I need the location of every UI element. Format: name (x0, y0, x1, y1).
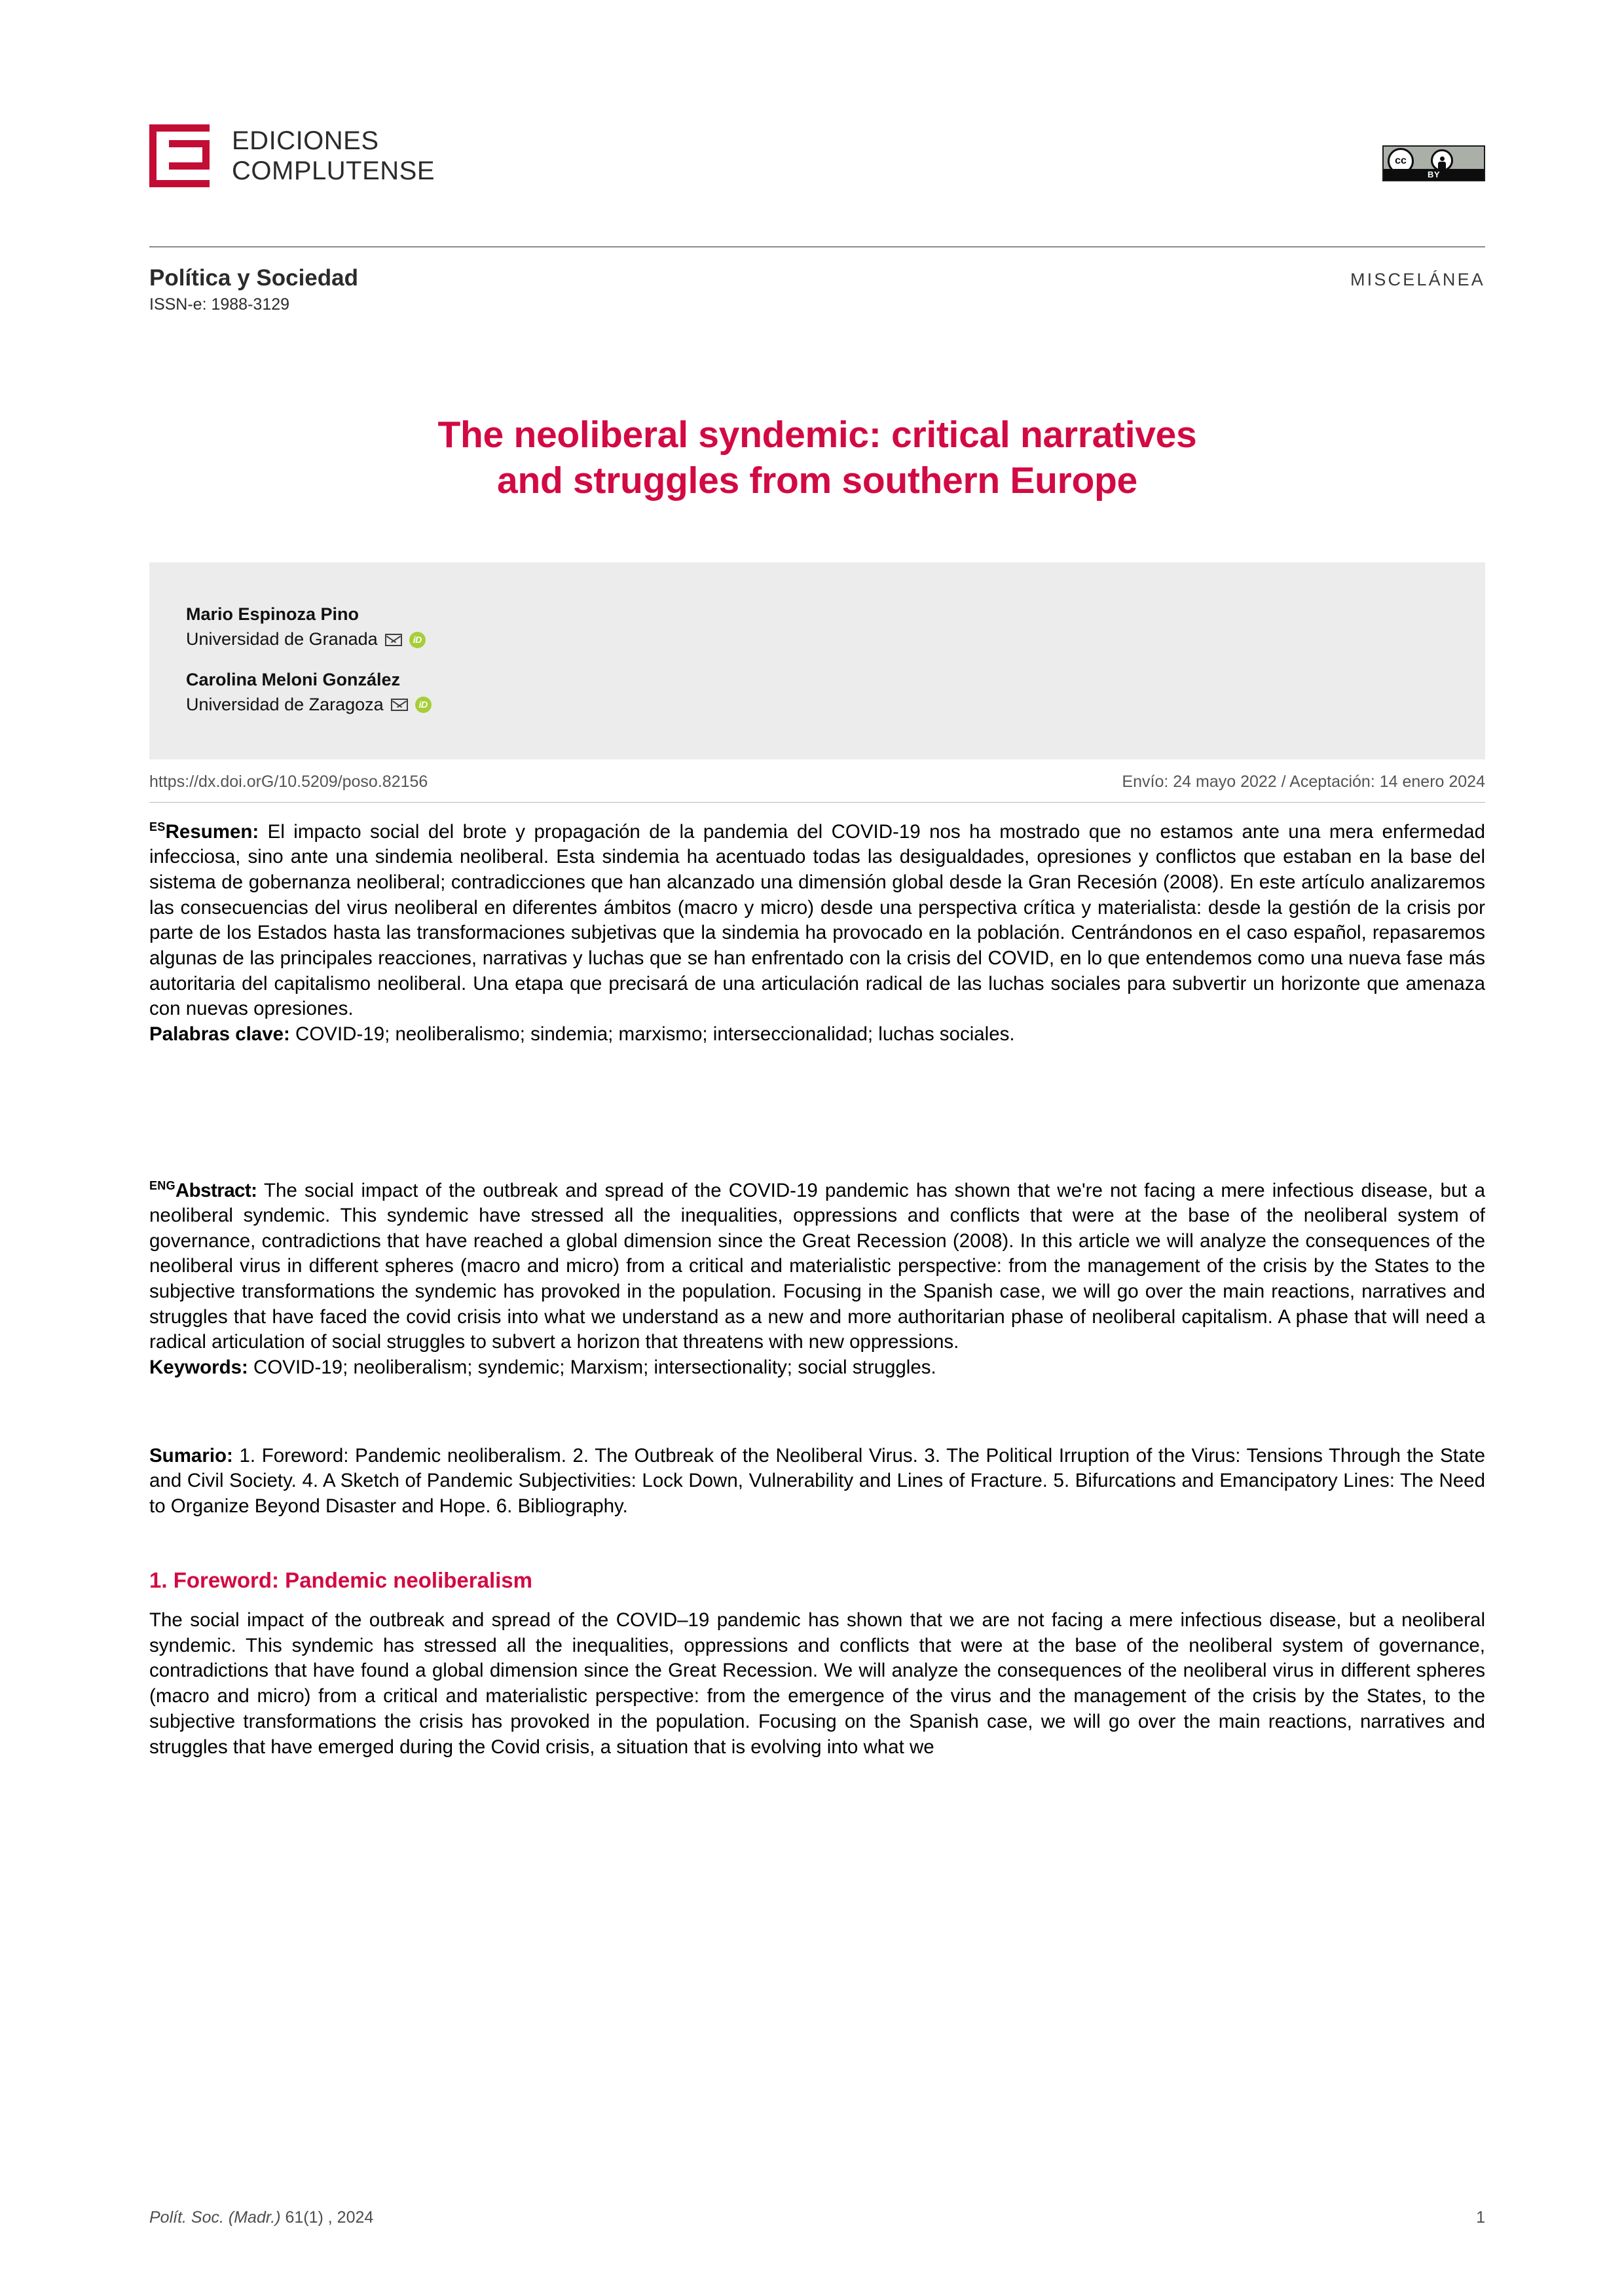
footer-citation-journal: Polít. Soc. (Madr.) (149, 2208, 281, 2227)
authors-panel (149, 562, 1485, 759)
doi-link[interactable]: https://dx.doi.orG/10.5209/poso.82156 (149, 772, 428, 791)
orcid-id-icon[interactable]: iD (409, 632, 426, 648)
ediciones-complutense-logo-icon (149, 124, 210, 187)
abstract-lang-tag-es: ES (149, 820, 166, 833)
footer-citation (149, 2208, 373, 2227)
author-affiliation: Universidad de Zaragoza (186, 694, 384, 714)
cc-by-label: BY (1384, 169, 1484, 180)
author-name: Mario Espinoza Pino (186, 604, 360, 625)
publisher-name (232, 126, 435, 187)
abstract-label-en: Abstract: (175, 1179, 257, 1201)
body-paragraph: The social impact of the outbreak and spread of the COVID–19 pandemic has shown that we are not facing a mere infectious disease, but a neoliberal syndemic. This syndemic has stressed all the inequalities, oppressions and conflicts that were at the base of the neoliberal system of governance, contradictions that have found a global dimension since the Great Recession. We will analyze the consequences of the neoliberal virus in different spheres (macro and micro) from a critical and materialistic perspective: from the emergence of the virus and the management of the crisis by the States, to the subjective transformations the crisis has provoked in the population. Focusing on the Spanish case, we will go over the main reactions, narratives and struggles that have emerged during the Covid crisis, a situation that is evolving into what we (149, 1609, 1485, 1758)
cc-icon: cc (1388, 148, 1414, 174)
doi-row (149, 759, 1485, 802)
keywords-label-es: Palabras clave: (149, 1023, 290, 1045)
article-title-line1: The neoliberal syndemic: critical narratives (437, 414, 1197, 456)
author-affiliation-row (186, 693, 1449, 716)
creative-commons-by-badge-icon[interactable] (1382, 145, 1485, 181)
section-heading-foreword: 1. Foreword: Pandemic neoliberalism (149, 1567, 532, 1592)
abstract-label-es: Resumen: (165, 820, 259, 843)
journal-section-label: MISCELÁNEA (1350, 270, 1485, 289)
abstract-text-en: The social impact of the outbreak and spread of the COVID-19 pandemic has shown that we're not facing a mere infectious disease, but a neoliberal syndemic. This syndemic have stressed all the inequalities, oppressions and conflicts that were at the base of the neoliberal system of governance, contradictions that have reached a global dimension since the Great Recession (2008). In this article we will analyze the consequences of the neoliberal virus in different spheres (macro and micro) from a critical and materialistic perspective: from the management of the crisis by the States to the subjective transformations the syndemic has provoked in the population. Focusing in the Spanish case, we will go over the main reactions, narratives and struggles that have faced the covid crisis into what we understand as a new and more authoritarian phase of neoliberal capitalism. A phase that will need a radical articulation of social struggles to subvert a horizon that threatens with new oppressions. (149, 1179, 1485, 1353)
publisher-brand (149, 124, 1485, 187)
page-footer (149, 2208, 1485, 2227)
journal-header (149, 247, 1485, 314)
journal-title: Política y Sociedad (149, 265, 358, 291)
envelope-icon[interactable] (391, 699, 408, 711)
author-affiliation-row (186, 628, 1449, 651)
cc-person-icon (1431, 149, 1453, 172)
sumario-label: Sumario: (149, 1444, 233, 1467)
title-block (149, 412, 1485, 503)
doi-divider (149, 802, 1485, 803)
author-entry (186, 603, 1449, 651)
journal-issn: ISSN-e: 1988-3129 (149, 295, 290, 314)
page-number: 1 (1476, 2208, 1485, 2227)
page-title (293, 412, 1341, 503)
publisher-name-line2: COMPLUTENSE (232, 156, 435, 185)
keywords-text-es: COVID-19; neoliberalismo; sindemia; marxismo; interseccionalidad; luchas sociales. (289, 1023, 1015, 1045)
keywords-row-en (149, 1355, 1485, 1381)
abstract-english (149, 1178, 1485, 1381)
abstract-spanish (149, 820, 1485, 1048)
sumario-text: 1. Foreword: Pandemic neoliberalism. 2. The Outbreak of the Neoliberal Virus. 3. The Political Irruption of the Virus: Tensions Through the State and Civil Society. 4. A Sketch of Pandemic Subjectivities: Lock Down, Vulnerability and Lines of Fracture. 5. Bifurcations and Emancipatory Lines: The Need to Organize Beyond Disaster and Hope. 6. Bibliography. (149, 1444, 1485, 1517)
keywords-row-es (149, 1022, 1485, 1048)
keywords-text-en: COVID-19; neoliberalism; syndemic; Marxism; intersectionality; social struggles. (248, 1356, 936, 1378)
article-title-line2: and struggles from southern Europe (497, 459, 1137, 501)
table-of-contents (149, 1444, 1485, 1520)
submission-dates: Envío: 24 mayo 2022 / Aceptación: 14 enero 2024 (1122, 772, 1485, 791)
author-entry (186, 668, 1449, 716)
author-name: Carolina Meloni González (186, 669, 401, 689)
envelope-icon[interactable] (385, 634, 402, 646)
masthead (149, 0, 1485, 229)
page-content (149, 0, 1485, 1760)
abstract-text-es: El impacto social del brote y propagación de la pandemia del COVID-19 nos ha mostrado que no estamos ante una mera enfermedad infecciosa, sino ante una sindemia neoliberal. Esta sindemia ha acentuado todas las desigualdades, opresiones y conflictos que estaban en la base del sistema de gobernanza neoliberal; contradicciones que han alcanzado una dimensión global desde la Gran Recesión (2008). En este artículo analizaremos las consecuencias del virus neoliberal en diferentes ámbitos (macro y micro) desde una perspectiva crítica y materialista: desde la gestión de la crisis por parte de los Estados hasta las transformaciones subjetivas que la sindemia ha provocado en la población. Centrándonos en el caso español, repasaremos algunas de las principales reacciones, narrativas y luchas que se han enfrentado con la crisis del COVID, en lo que entendemos como una nueva fase más autoritaria del capitalismo neoliberal. Una etapa que precisará de una articulación radical de las luchas sociales para subvertir un horizonte que amenaza con nuevas opresiones. (149, 820, 1485, 1020)
journal-identity (149, 264, 358, 314)
abstract-lang-tag-en: ENG (149, 1178, 175, 1192)
footer-citation-issue: 61(1) , 2024 (280, 2208, 374, 2227)
author-affiliation: Universidad de Granada (186, 629, 378, 649)
publisher-name-line1: EDICIONES (232, 126, 379, 155)
orcid-id-icon[interactable]: iD (415, 697, 432, 713)
keywords-label-en: Keywords: (149, 1356, 248, 1378)
